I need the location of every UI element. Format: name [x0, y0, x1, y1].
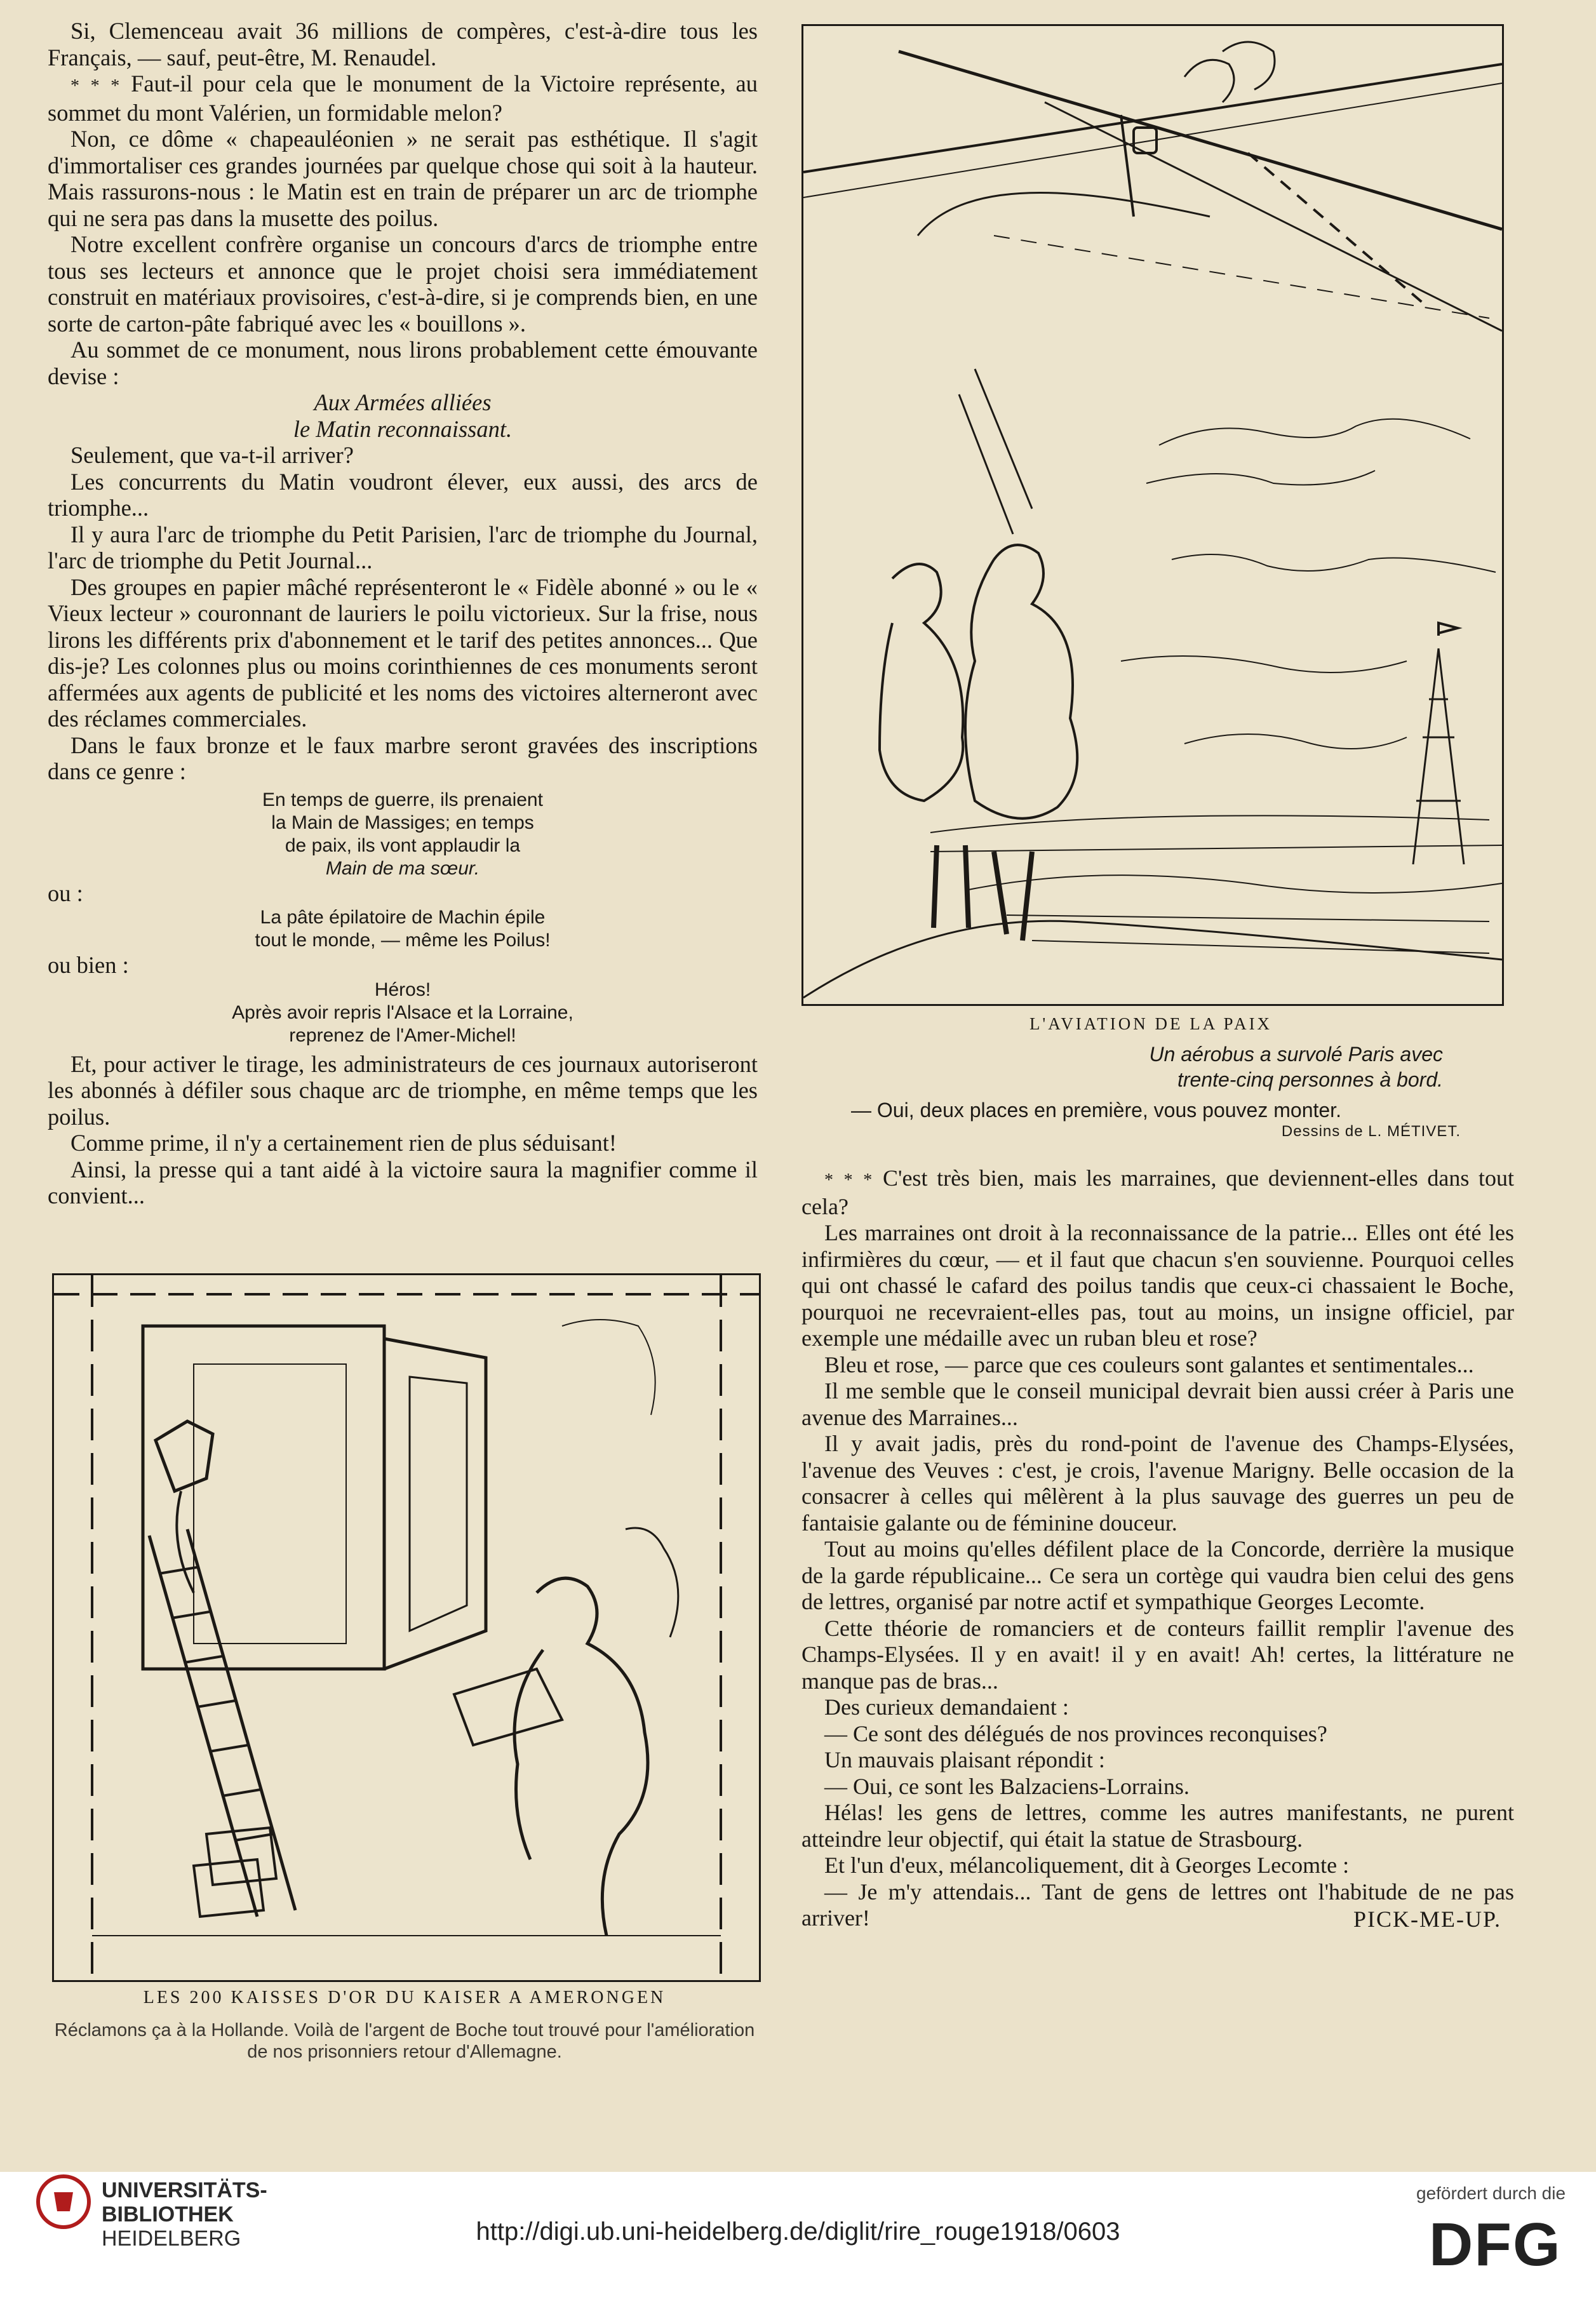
inscription-line: Héros! — [374, 979, 431, 1000]
paragraph: — Oui, ce sont les Balzaciens-Lorrains. — [824, 1773, 1190, 1799]
kaisses-caption-title: LES 200 KAISSES D'OR DU KAISER A AMERONGEN — [143, 1988, 666, 2007]
paragraph: Les concurrents du Matin voudront élever, eux aussi, des arcs de triomphe... — [48, 468, 758, 521]
aviation-drawing — [803, 26, 1502, 1004]
paragraph — [801, 1165, 1514, 1220]
ou-label: ou : — [48, 880, 83, 906]
inscription — [48, 789, 758, 880]
paragraph: Notre excellent confrère organise un concours d'arcs de triomphe entre tous ses lecteurs et annonce que le projet choisi sera immédiatement construit en matériaux provisoires, c'est-à-dire, si je comprends bien, en une sorte de carton-pâte fabriqué avec les « bouillons ». — [48, 231, 758, 337]
paragraph: — Ce sont des délégués de nos provinces reconquises? — [824, 1720, 1327, 1746]
inscription — [48, 906, 758, 952]
right-text-column — [801, 1165, 1514, 1932]
caption-line: trente-cinq personnes à bord. — [1177, 1068, 1443, 1091]
digitization-footer — [0, 2172, 1596, 2297]
asterism: * * * — [824, 1170, 874, 1190]
paragraph: Cette théorie de romanciers et de conteurs faillit remplir l'avenue des Champs-Elysées. Il y en avait! il y en avait! Ah! certes, la littérature ne manque pas de bras... — [801, 1615, 1514, 1694]
institution-line: UNIVERSITÄTS- — [102, 2178, 267, 2202]
source-url-link[interactable]: http://digi.ub.uni-heidelberg.de/diglit/rire_rouge1918/0603 — [476, 2218, 1120, 2246]
paragraph: Et, pour activer le tirage, les administrateurs de ces journaux autoriseront les abonnés à défiler sous chaque arc de triomphe, en même temps que les poilus. — [48, 1050, 758, 1130]
paragraph: Un mauvais plaisant répondit : — [824, 1747, 1105, 1772]
dfg-logo: DFG — [1429, 2211, 1562, 2279]
inscription-line: tout le monde, — même les Poilus! — [255, 930, 551, 951]
paragraph: — Je m'y attendais... Tant de gens de lettres ont l'habitude de ne pas arriver! — [801, 1878, 1514, 1931]
paragraph-text: Faut-il pour cela que le monument de la Victoire représente, au sommet du mont Valérien, un formidable melon? — [48, 70, 758, 126]
caption-line: Un aérobus a survolé Paris avec — [1149, 1043, 1443, 1066]
institution-line: HEIDELBERG — [102, 2227, 241, 2251]
paragraph: Des groupes en papier mâché représenteront le « Fidèle abonné » ou le « Vieux lecteur » couronnant de lauriers le poilu victorieux. Sur la frise, nous lirons les différents prix d'abonnement et le tarif des petites annonces... Que dis-je? Les colonnes plus ou moins corinthiennes de ces monuments seront affermées aux agents de publicité et les noms des victoires alterneront avec des réclames commerciales. — [48, 573, 758, 732]
inscription-line: reprenez de l'Amer-Michel! — [289, 1024, 516, 1046]
inscription — [48, 979, 758, 1047]
devise-line: Aux Armées alliées — [314, 389, 492, 415]
devise-line: le Matin reconnaissant. — [293, 415, 513, 442]
inscription-line: la Main de Massiges; en temps — [271, 812, 534, 833]
aviation-illustration — [801, 24, 1504, 1006]
kaisses-illustration — [52, 1273, 761, 1982]
paragraph: Seulement, que va-t-il arriver? — [70, 442, 354, 468]
inscription-line: Main de ma sœur. — [325, 857, 480, 879]
ou-bien-label: ou bien : — [48, 952, 129, 978]
aviation-caption-title: L'AVIATION DE LA PAIX — [1029, 1014, 1273, 1033]
paragraph: Il y aura l'arc de triomphe du Petit Parisien, l'arc de triomphe du Journal, l'arc de triomphe du Petit Journal... — [48, 521, 758, 573]
paragraph: Bleu et rose, — parce que ces couleurs sont galantes et sentimentales... — [824, 1351, 1474, 1377]
paragraph: Hélas! les gens de lettres, comme les autres manifestants, ne purent atteindre leur objectif, qui était la statue de Strasbourg. — [801, 1800, 1514, 1852]
inscription-line: Après avoir repris l'Alsace et la Lorraine, — [232, 1001, 573, 1023]
paragraph: Non, ce dôme « chapeauléonien » ne serait pas esthétique. Il s'agit d'immortaliser ces grandes journées par quelque chose qui soit à la hauteur. Mais rassurons-nous : le Matin est en train de préparer un arc de triomphe qui ne sera pas dans la musette des poilus. — [48, 126, 758, 231]
paragraph: Si, Clemenceau avait 36 millions de compères, c'est-à-dire tous les Français, — sauf, peut-être, M. Renaudel. — [48, 18, 758, 70]
paragraph: Il me semble que le conseil municipal devrait bien aussi créer à Paris une avenue des Marraines... — [801, 1378, 1514, 1430]
inscription-line: En temps de guerre, ils prenaient — [262, 789, 543, 810]
asterism: * * * — [70, 76, 121, 96]
kaisses-caption-text: Réclamons ça à la Hollande. Voilà de l'argent de Boche tout trouvé pour l'amélioration de nos prisonniers retour d'Allemagne. — [54, 2020, 755, 2062]
inscription-line: de paix, ils vont applaudir la — [285, 834, 521, 856]
signature: PICK-ME-UP. — [1353, 1906, 1501, 1932]
paragraph: Ainsi, la presse qui a tant aidé à la victoire saura la magnifier comme il convient... — [48, 1156, 758, 1209]
paragraph: Il y avait jadis, près du rond-point de l'avenue des Champs-Elysées, l'avenue des Veuves : c'est, je crois, l'avenue Marigny. Belle occasion de la consacrer à celles qui mêlèrent à la plus sauvage des guerres un peu de fantaisie galante ou de féminine douceur. — [801, 1431, 1514, 1536]
paragraph: Au sommet de ce monument, nous lirons probablement cette émouvante devise : — [48, 337, 758, 389]
paragraph: Tout au moins qu'elles défilent place de la Concorde, derrière la musique de la garde républicaine... Ce sera un cortège qui vaudra bien celui des gens de lettres, organisé par notre actif et sympathique Georges Lecomte. — [801, 1536, 1514, 1614]
paragraph: Comme prime, il n'y a certainement rien de plus séduisant! — [70, 1130, 617, 1156]
paragraph — [48, 70, 758, 126]
paragraph-text: C'est très bien, mais les marraines, que deviennent-elles dans tout cela? — [801, 1165, 1515, 1219]
paragraph: Des curieux demandaient : — [824, 1694, 1069, 1720]
institution-line: BIBLIOTHEK — [102, 2202, 234, 2227]
left-text-column — [48, 18, 758, 1209]
paragraph: Les marraines ont droit à la reconnaissance de la patrie... Elles ont été les infirmières du cœur, — et il faut que chacun s'en souvienne. Pourquoi celles qui ont chassé le cafard des poilus tandis que ceux-ci chassaient le Boche, pourquoi ne recevraient-elles pas, tout au moins, un insigne officiel, par exemple une médaille avec un ruban bleu et rose? — [801, 1220, 1514, 1351]
illustration-credit: Dessins de L. MÉTIVET. — [1281, 1123, 1461, 1140]
kaisses-drawing — [54, 1275, 759, 1980]
paragraph: Dans le faux bronze et le faux marbre seront gravées des inscriptions dans ce genre : — [48, 732, 758, 784]
funded-by-label: gefördert durch die — [1416, 2183, 1566, 2203]
aviation-caption-dialog: — Oui, deux places en première, vous pouvez monter. — [851, 1099, 1341, 1122]
paragraph: Et l'un d'eux, mélancoliquement, dit à Georges Lecomte : — [824, 1852, 1350, 1878]
inscription-line: La pâte épilatoire de Machin épile — [260, 907, 546, 928]
aviation-caption-subtitle — [801, 1041, 1443, 1092]
